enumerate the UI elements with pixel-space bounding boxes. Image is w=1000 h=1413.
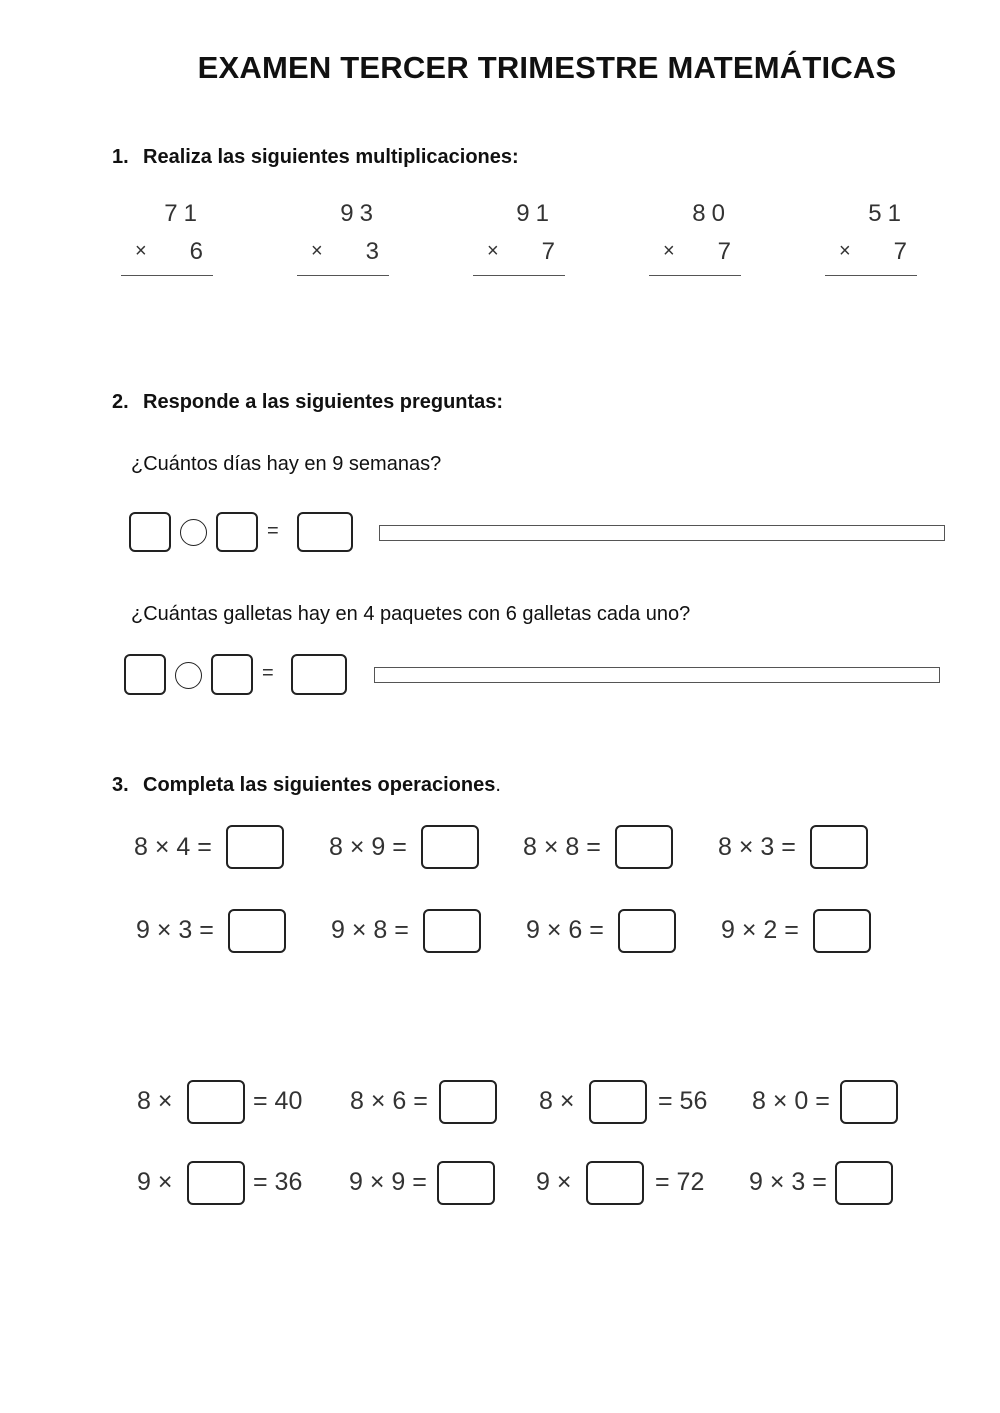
- times-sign: ×: [663, 240, 675, 262]
- operand-box[interactable]: [216, 512, 258, 552]
- equals-sign: =: [262, 662, 274, 684]
- multiplier: 7: [541, 238, 555, 265]
- times-sign: ×: [311, 240, 323, 262]
- missing-factor-box[interactable]: [187, 1080, 245, 1124]
- answer-box[interactable]: [226, 825, 284, 869]
- section-1-title: Realiza las siguientes multiplicaciones:: [143, 146, 519, 168]
- operation-label: 8 × 6 =: [350, 1087, 428, 1115]
- equals-sign: =: [267, 520, 279, 542]
- multiplicand: 71: [164, 200, 203, 227]
- section-2-title: Responde a las siguientes preguntas:: [143, 391, 504, 413]
- answer-box[interactable]: [228, 909, 286, 953]
- section-3-period: .: [495, 774, 501, 796]
- operand-box[interactable]: [124, 654, 166, 695]
- result-box[interactable]: [291, 654, 347, 695]
- section-1-number: 1.: [112, 146, 129, 168]
- operation-result: = 40: [253, 1087, 303, 1115]
- operation-result: = 36: [253, 1168, 303, 1196]
- question-2: ¿Cuántas galletas hay en 4 paquetes con 6 galletas cada uno?: [131, 603, 691, 625]
- question-1: ¿Cuántos días hay en 9 semanas?: [131, 453, 442, 475]
- answer-box[interactable]: [439, 1080, 497, 1124]
- operator-circle[interactable]: [180, 519, 207, 546]
- multiplicand: 80: [692, 200, 731, 227]
- multiplication-problem: [649, 200, 741, 280]
- operation-label: 8 ×: [137, 1087, 173, 1115]
- missing-factor-box[interactable]: [586, 1161, 644, 1205]
- operation-result: = 72: [655, 1168, 705, 1196]
- answer-box[interactable]: [423, 909, 481, 953]
- answer-box[interactable]: [813, 909, 871, 953]
- answer-box[interactable]: [618, 909, 676, 953]
- operation-label: 9 × 6 =: [526, 916, 604, 944]
- operation-label: 8 × 9 =: [329, 833, 407, 861]
- section-1-heading: [112, 146, 519, 169]
- operation-label: 8 × 0 =: [752, 1087, 830, 1115]
- answer-box[interactable]: [840, 1080, 898, 1124]
- missing-factor-box[interactable]: [589, 1080, 647, 1124]
- multiplier: 3: [365, 238, 379, 265]
- times-sign: ×: [487, 240, 499, 262]
- result-line[interactable]: [825, 275, 917, 276]
- operation-label: 8 × 3 =: [718, 833, 796, 861]
- operation-label: 8 × 4 =: [134, 833, 212, 861]
- section-3-title: Completa las siguientes operaciones: [143, 774, 496, 796]
- answer-box[interactable]: [615, 825, 673, 869]
- multiplier: 7: [893, 238, 907, 265]
- section-3-number: 3.: [112, 774, 129, 796]
- operation-label: 9 ×: [536, 1168, 572, 1196]
- result-box[interactable]: [297, 512, 353, 552]
- operand-box[interactable]: [129, 512, 171, 552]
- answer-box[interactable]: [810, 825, 868, 869]
- result-line[interactable]: [649, 275, 741, 276]
- operand-box[interactable]: [211, 654, 253, 695]
- result-line[interactable]: [121, 275, 213, 276]
- answer-box[interactable]: [437, 1161, 495, 1205]
- multiplier: 7: [717, 238, 731, 265]
- operation-label: 8 × 8 =: [523, 833, 601, 861]
- page-title: EXAMEN TERCER TRIMESTRE MATEMÁTICAS: [197, 50, 897, 85]
- operation-label: 9 × 9 =: [349, 1168, 427, 1196]
- missing-factor-box[interactable]: [187, 1161, 245, 1205]
- operation-label: 9 × 8 =: [331, 916, 409, 944]
- times-sign: ×: [135, 240, 147, 262]
- result-line[interactable]: [473, 275, 565, 276]
- section-2-number: 2.: [112, 391, 129, 413]
- multiplication-problem: [121, 200, 213, 280]
- times-sign: ×: [839, 240, 851, 262]
- operation-label: 8 ×: [539, 1087, 575, 1115]
- multiplier: 6: [189, 238, 203, 265]
- operation-result: = 56: [658, 1087, 708, 1115]
- multiplicand: 91: [516, 200, 555, 227]
- operation-label: 9 × 3 =: [136, 916, 214, 944]
- multiplication-problem: [297, 200, 389, 280]
- operation-label: 9 × 2 =: [721, 916, 799, 944]
- answer-line[interactable]: [379, 525, 945, 541]
- operation-label: 9 × 3 =: [749, 1168, 827, 1196]
- multiplicand: 51: [868, 200, 907, 227]
- answer-line[interactable]: [374, 667, 940, 683]
- section-2-heading: [112, 391, 503, 414]
- section-3-heading: [112, 774, 501, 797]
- operator-circle[interactable]: [175, 662, 202, 689]
- result-line[interactable]: [297, 275, 389, 276]
- multiplicand: 93: [340, 200, 379, 227]
- multiplication-problem: [473, 200, 565, 280]
- answer-box[interactable]: [421, 825, 479, 869]
- multiplication-problem: [825, 200, 917, 280]
- answer-box[interactable]: [835, 1161, 893, 1205]
- operation-label: 9 ×: [137, 1168, 173, 1196]
